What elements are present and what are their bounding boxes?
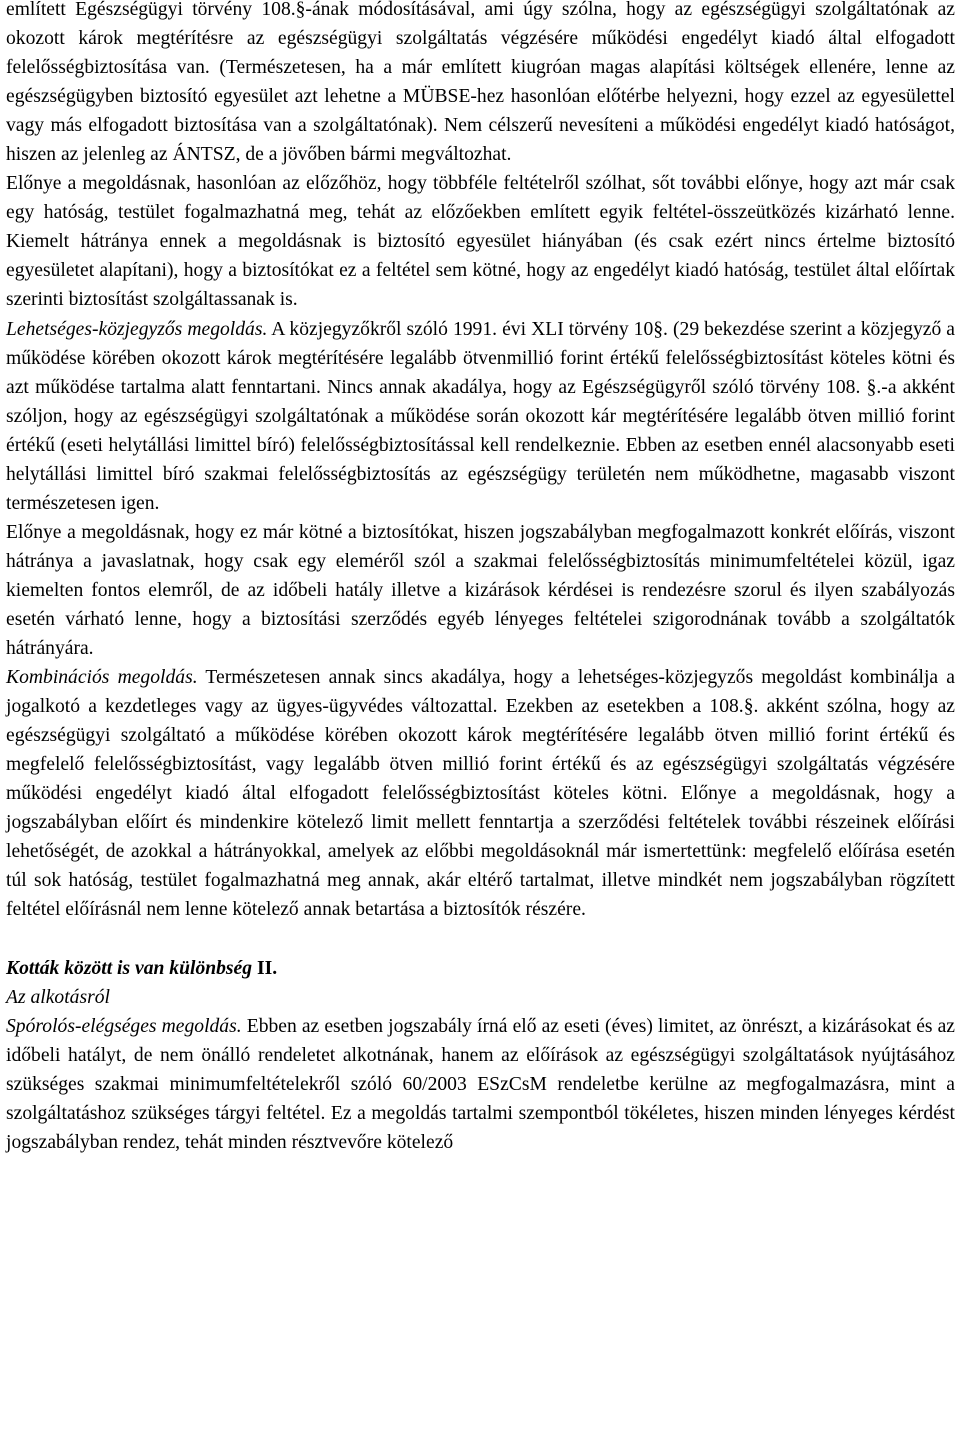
paragraph-2 bbox=[6, 315, 955, 518]
section-heading-text: Kották között is van különbség bbox=[6, 957, 253, 979]
paragraph-3 bbox=[6, 518, 955, 663]
paragraph-0-text: említett Egészségügyi törvény 108.§-ának módosításával, ami úgy szólna, hogy az egészségügyi szolgáltatónak az okozott károk megtérítésre az egészségügyi szolgáltatás végzésére működési engedélyt kiadó által elfogadott felelősségbiztosítása van. (Természetesen, ha a már említett kiugróan magas alapítási költségek ellenére, lenne az egészségügyben biztosító egyesület azt lehetne a MÜBSE-hez hasonlóan előtérbe helyezni, hogy ezzel az egyesülettel vagy más elfogadott biztosítása van a szolgáltatónak). Nem célszerű nevesíteni a működési engedélyt kiadó hatóságot, hiszen az jelenleg az ÁNTSZ, de a jövőben bármi megváltozhat. bbox=[6, 0, 955, 166]
paragraph-2-heading: Lehetséges-közjegyzős megoldás. bbox=[6, 318, 268, 340]
paragraph-gap bbox=[6, 925, 955, 954]
section-heading bbox=[6, 954, 955, 983]
paragraph-1-text: Előnye a megoldásnak, hasonlóan az előzőhöz, hogy többféle feltételről szólhat, sőt további előnye, hogy azt már csak egy hatóság, testület fogalmazhatná meg, tehát az előzőekben említett egyik feltétel-összeütközés kizárható lenne. Kiemelt hátránya ennek a megoldásnak is biztosító egyesület hiányában (és csak ezért nincs értelme biztosító egyesületet alapítani), hogy a biztosítókat ez a feltétel sem kötné, hogy az engedélyt kiadó hatóság, testület által előírtak szerinti biztosítást szolgáltassanak is. bbox=[6, 173, 955, 311]
paragraph-8 bbox=[6, 1012, 955, 1157]
subsection-heading-text: Az alkotásról bbox=[6, 986, 110, 1008]
paragraph-8-heading: Spórolós-elégséges megoldás. bbox=[6, 1015, 242, 1037]
document-page bbox=[6, 0, 955, 1157]
paragraph-2-text: A közjegyzőkről szóló 1991. évi XLI törvény 10§. (29 bekezdése szerint a közjegyző a működése körében okozott károk megtérítésére legalább ötvenmillió forint értékű felelősségbiztosítást köteles kötni és azt működése tartalma alatt fenntartani. Nincs annak akadálya, hogy az Egészségügyről szóló törvény 108. §.-a akként szóljon, hogy az egészségügyi szolgáltatónak a működése során okozott kár megtérítésére legalább ötven millió forint értékű (eseti helytállási limittel bíró) felelősségbiztosítással kell rendelkeznie. Ebben az esetben ennél alacsonyabb eseti helytállási limittel bíró szakmai felelősségbiztosítás az egészségügy területén nem működhetne, magasabb viszont természetesen igen. bbox=[6, 318, 955, 514]
paragraph-4-heading: Kombinációs megoldás. bbox=[6, 667, 198, 689]
paragraph-4 bbox=[6, 663, 955, 924]
paragraph-0 bbox=[6, 0, 955, 169]
subsection-heading bbox=[6, 983, 955, 1012]
section-heading-number: II. bbox=[252, 957, 278, 979]
paragraph-3-text: Előnye a megoldásnak, hogy ez már kötné a biztosítókat, hiszen jogszabályban megfogalmazott konkrét előírás, viszont hátránya a javaslatnak, hogy csak egy eleméről szól a szakmai felelősségbiztosítás minimumfeltételei közül, igaz kiemelten fontos elemről, de az időbeli hatály illetve a kizárások kérdései is rendezésre szorul és ilyen szabályozás esetén várható lenne, hogy a biztosítási szerződés egyéb lényeges feltételei szigorodnának tovább a szolgáltatók hátrányára. bbox=[6, 521, 955, 660]
paragraph-4-text: Természetesen annak sincs akadálya, hogy a lehetséges-közjegyzős megoldást kombinálja a jogalkotó a kezdetleges vagy az ügyes-ügyvédes változattal. Ezekben az esetekben a 108.§. akként szólna, hogy az egészségügyi szolgáltató a működése körében okozott károk megtérítésére legalább ötven millió forint értékű és megfelelő felelősségbiztosítást, vagy legalább ötven millió forint értékű és az egészségügyi szolgáltatás végzésére működési engedélyt kiadó által elfogadott felelősségbiztosítást köteles kötni. Előnye a megoldásnak, hogy a jogszabályban előírt és mindenkire kötelező limit mellett fenntartja a szerződési feltételek további részeinek előírási lehetőségét, de azokkal a hátrányokkal, amelyek az előbbi megoldásoknál már ismertettünk: megfelelő előírása esetén túl sok hatóság, testület fogalmazhatná meg annak, akár eltérő tartalmat, illetve mindkét nem jogszabályban rögzített feltétel előírásnál nem lenne kötelező annak betartása a biztosítók részére. bbox=[6, 667, 955, 921]
paragraph-8-text: Ebben az esetben jogszabály írná elő az eseti (éves) limitet, az önrészt, a kizárásokat és az időbeli hatályt, de nem önálló rendeletet alkotnának, hanem az előírások az egészségügyi szolgáltatások nyújtásához szükséges szakmai minimumfeltételekről szóló 60/2003 ESzCsM rendeletbe kerülne az megfogalmazásra, mint a szolgáltatáshoz szükséges tárgyi feltétel. Ez a megoldás tartalmi szempontból tökéletes, hiszen minden lényeges kérdést jogszabályban rendez, tehát minden résztvevőre kötelező bbox=[6, 1015, 956, 1153]
paragraph-1 bbox=[6, 169, 955, 314]
